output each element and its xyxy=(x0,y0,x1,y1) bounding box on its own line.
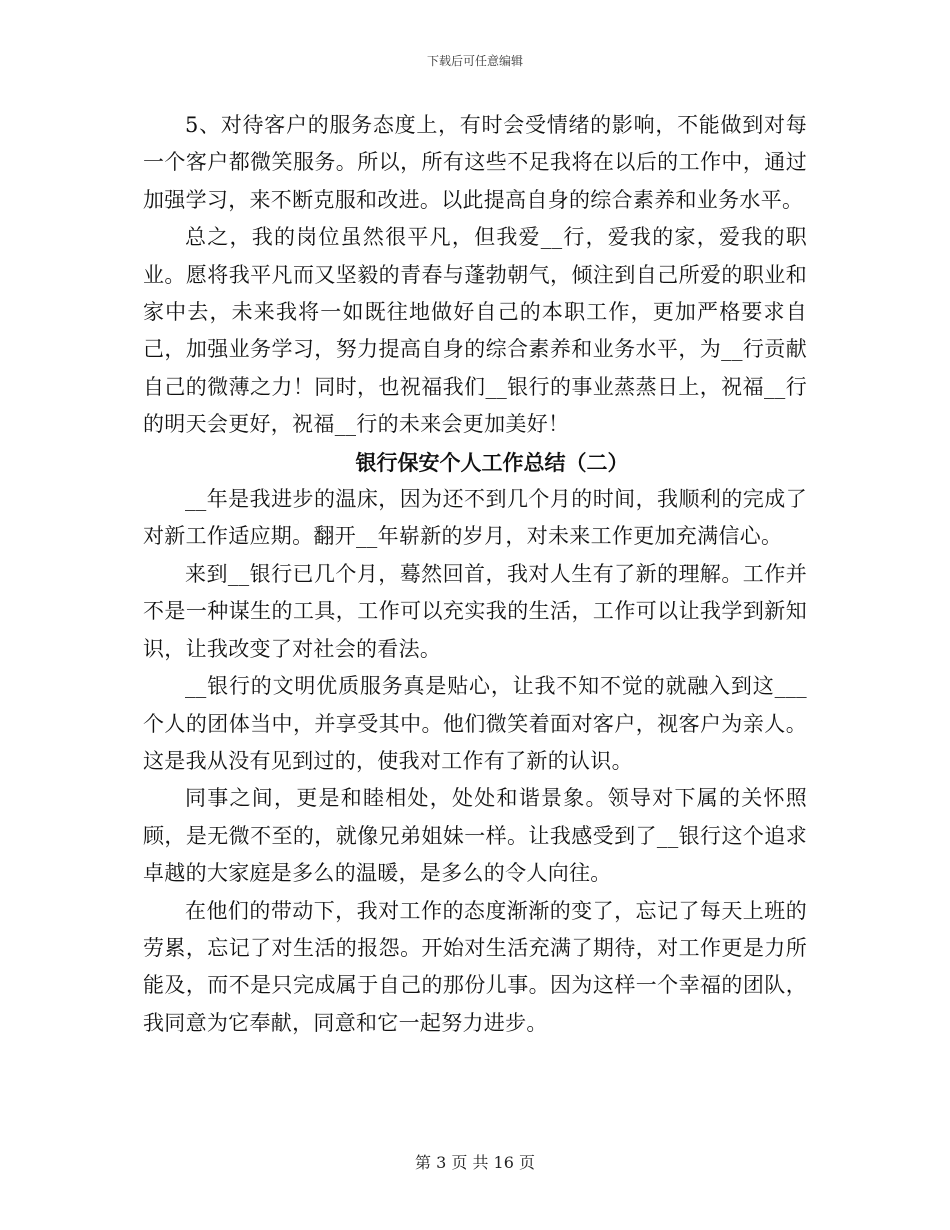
page-footer: 第 3 页 共 16 页 xyxy=(415,1153,535,1172)
paragraph-1: 5、对待客户的服务态度上，有时会受情绪的影响，不能做到对每一个客户都微笑服务。所以，所有这些不足我将在以后的工作中，通过加强学习，来不断克服和改进。以此提高自身的综合素养和业务水平。 xyxy=(143,113,807,212)
page-header: 下载后可任意编辑 xyxy=(426,54,523,68)
paragraph-6: 同事之间，更是和睦相处，处处和谐景象。领导对下属的关怀照顾，是无微不至的，就像兄弟姐妹一样。让我感受到了__银行这个追求卓越的大家庭是多么的温暖，是多么的令人向往。 xyxy=(143,786,807,886)
document-body xyxy=(143,107,807,1042)
paragraph-3: __年是我进步的温床，因为还不到几个月的时间，我顺利的完成了对新工作适应期。翻开__年崭新的岁月，对未来工作更加充满信心。 xyxy=(143,487,807,549)
paragraph-2: 总之，我的岗位虽然很平凡，但我爱__行，爱我的家，爱我的职业。愿将我平凡而又坚毅的青春与蓬勃朝气，倾注到自己所爱的职业和家中去，未来我将一如既往地做好自己的本职工作，更加严格要求自己，加强业务学习，努力提高自身的综合素养和业务水平，为__行贡献自己的微薄之力！同时，也祝福我们__银行的事业蒸蒸日上，祝福__行的明天会更好，祝福__行的未来会更加美好！ xyxy=(143,225,807,437)
paragraph-5: __银行的文明优质服务真是贴心，让我不知不觉的就融入到这___个人的团体当中，并享受其中。他们微笑着面对客户，视客户为亲人。这是我从没有见到过的，使我对工作有了新的认识。 xyxy=(143,674,807,773)
paragraph-4: 来到__银行已几个月，蓦然回首，我对人生有了新的理解。工作并不是一种谋生的工具，工作可以充实我的生活，工作可以让我学到新知识，让我改变了对社会的看法。 xyxy=(143,561,807,661)
paragraph-7: 在他们的带动下，我对工作的态度渐渐的变了，忘记了每天上班的劳累，忘记了对生活的报怨。开始对生活充满了期待，对工作更是力所能及，而不是只完成属于自己的那份儿事。因为这样一个幸福的团队，我同意为它奉献，同意和它一起努力进步。 xyxy=(143,898,807,1035)
section-title: 银行保安个人工作总结（二） xyxy=(355,449,629,475)
